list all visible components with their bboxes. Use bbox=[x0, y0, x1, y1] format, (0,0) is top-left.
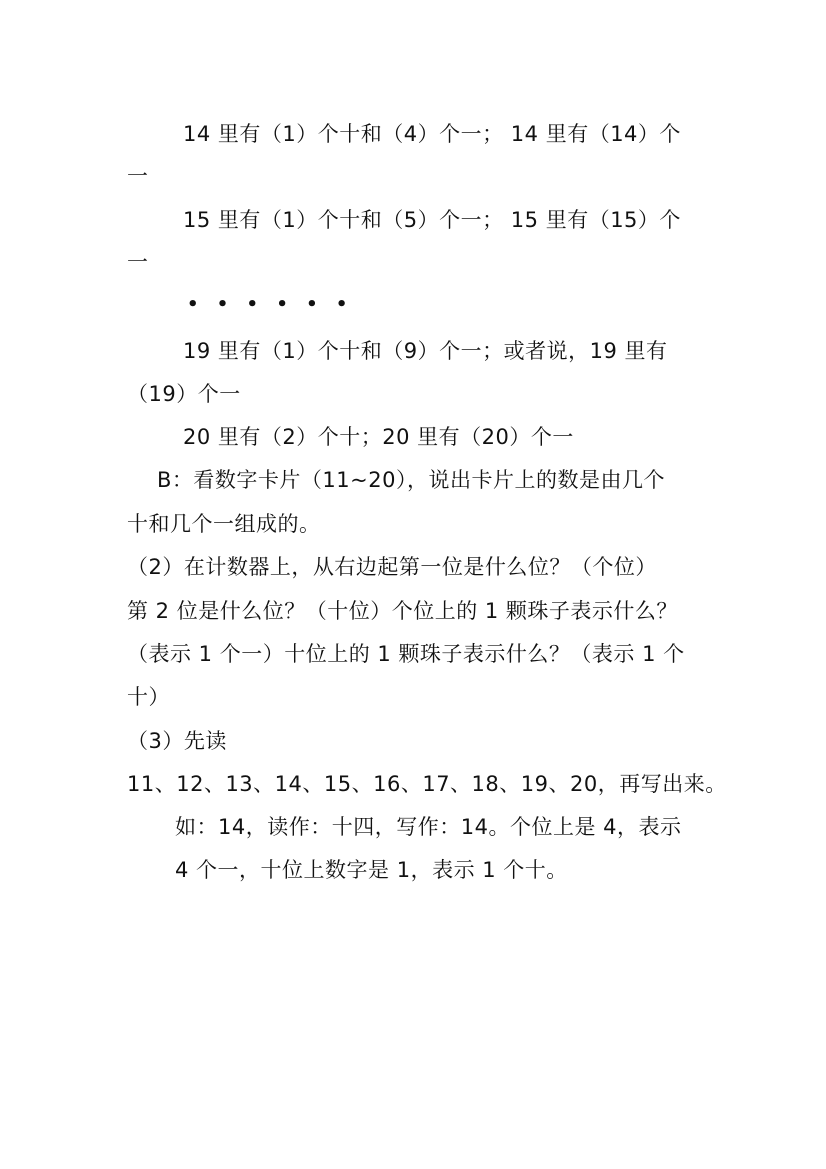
text-line-12: （表示 1 个一）十位上的 1 颗珠子表示什么？（表示 1 个 bbox=[127, 642, 685, 666]
text-line-17: 4 个一，十位上数字是 1，表示 1 个十。 bbox=[175, 858, 568, 882]
text-line-16: 如：14，读作：十四，写作：14。个位上是 4，表示 bbox=[175, 815, 682, 839]
text-line-10: （2）在计数器上，从右边起第一位是什么位？（个位） bbox=[127, 555, 657, 579]
ellipsis-dots: • • • • • • bbox=[187, 294, 354, 315]
text-line-11: 第 2 位是什么位？（十位）个位上的 1 颗珠子表示什么？ bbox=[127, 599, 678, 623]
text-line-2: 一 bbox=[127, 164, 149, 188]
text-line-3: 15 里有（1）个十和（5）个一； 15 里有（15）个 bbox=[183, 208, 681, 232]
text-line-14: （3）先读 bbox=[127, 729, 227, 753]
text-line-5: 19 里有（1）个十和（9）个一；或者说，19 里有 bbox=[183, 339, 668, 363]
text-line-6: （19）个一 bbox=[127, 382, 241, 406]
text-line-4: 一 bbox=[127, 250, 149, 274]
text-line-9: 十和几个一组成的。 bbox=[127, 512, 321, 536]
text-line-7: 20 里有（2）个十；20 里有（20）个一 bbox=[183, 425, 574, 449]
text-line-8: B：看数字卡片（11~20），说出卡片上的数是由几个 bbox=[157, 468, 665, 492]
text-line-13: 十） bbox=[127, 685, 170, 709]
text-line-1: 14 里有（1）个十和（4）个一； 14 里有（14）个 bbox=[183, 122, 681, 146]
text-line-15: 11、12、13、14、15、16、17、18、19、20，再写出来。 bbox=[127, 772, 727, 796]
